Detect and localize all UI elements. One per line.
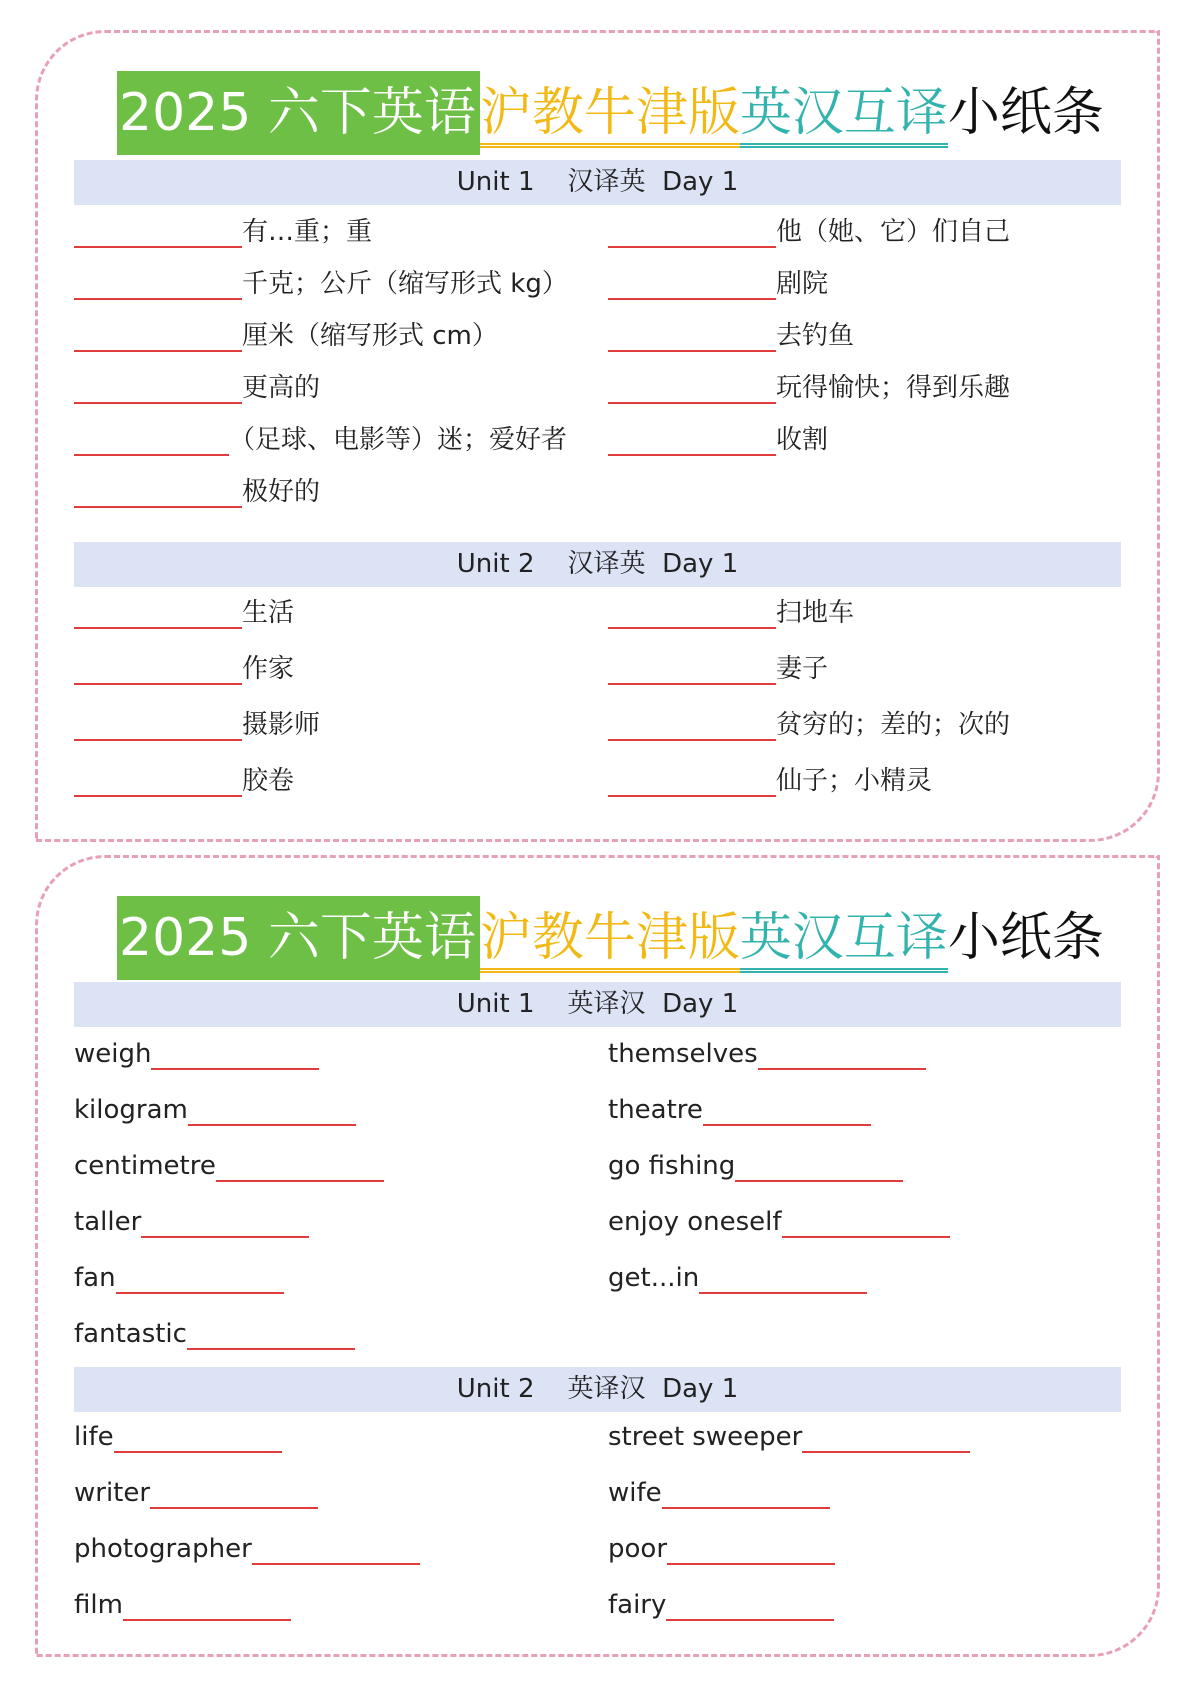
answer-blank[interactable]	[608, 266, 776, 300]
prompt-text: 仙子；小精灵	[776, 766, 933, 796]
prompt-text: 去钓鱼	[776, 321, 855, 351]
title-part-notes: 小纸条	[947, 908, 1104, 968]
title-part-notes: 小纸条	[947, 83, 1104, 143]
prompt-text: 剧院	[776, 269, 829, 299]
list-item	[74, 474, 320, 510]
prompt-text: 胶卷	[242, 766, 295, 796]
answer-blank[interactable]	[116, 1260, 284, 1294]
list-item	[608, 266, 828, 302]
answer-blank[interactable]	[735, 1148, 903, 1182]
list-item	[608, 1092, 871, 1128]
answer-blank[interactable]	[74, 474, 242, 508]
answer-blank[interactable]	[802, 1419, 970, 1453]
title-part-translation: 英汉互译	[740, 908, 948, 973]
list-item	[74, 266, 568, 302]
answer-blank[interactable]	[74, 422, 229, 456]
answer-blank[interactable]	[758, 1036, 926, 1070]
worksheet-title	[117, 71, 1104, 155]
prompt-text: themselves	[608, 1039, 758, 1069]
prompt-text: theatre	[608, 1095, 703, 1125]
answer-blank[interactable]	[608, 763, 776, 797]
title-part-grade: 2025 六下英语	[117, 896, 480, 980]
prompt-text: kilogram	[74, 1095, 188, 1125]
section-header-unit2: Unit 2 汉译英 Day 1	[74, 542, 1121, 587]
answer-blank[interactable]	[608, 318, 776, 352]
prompt-text: weigh	[74, 1039, 152, 1069]
prompt-text: life	[74, 1422, 114, 1452]
list-item	[74, 422, 567, 458]
section-header-unit1: Unit 1 英译汉 Day 1	[74, 982, 1121, 1027]
list-item	[74, 1036, 319, 1072]
prompt-text: taller	[74, 1207, 142, 1237]
title-part-edition: 沪教牛津版	[480, 83, 740, 148]
answer-blank[interactable]	[123, 1587, 291, 1621]
prompt-text: 生活	[242, 598, 295, 628]
answer-blank[interactable]	[666, 1587, 834, 1621]
answer-blank[interactable]	[74, 214, 242, 248]
list-item	[74, 1475, 318, 1511]
answer-blank[interactable]	[74, 266, 242, 300]
list-item	[608, 595, 854, 631]
prompt-text: 有…重；重	[242, 217, 373, 247]
answer-blank[interactable]	[114, 1419, 282, 1453]
answer-blank[interactable]	[74, 595, 242, 629]
prompt-text: 更高的	[242, 373, 321, 403]
prompt-text: get...in	[608, 1263, 700, 1293]
prompt-text: fan	[74, 1263, 116, 1293]
worksheet-card-cn-to-en	[35, 30, 1160, 842]
answer-blank[interactable]	[608, 214, 776, 248]
prompt-text: fantastic	[74, 1319, 187, 1349]
answer-blank[interactable]	[608, 370, 776, 404]
list-item	[608, 214, 1010, 250]
answer-blank[interactable]	[216, 1148, 384, 1182]
answer-blank[interactable]	[187, 1316, 355, 1350]
list-item	[74, 214, 372, 250]
list-item	[74, 1419, 282, 1455]
answer-blank[interactable]	[252, 1531, 420, 1565]
list-item	[74, 1148, 384, 1184]
answer-blank[interactable]	[667, 1531, 835, 1565]
title-part-translation: 英汉互译	[740, 83, 948, 148]
list-item	[74, 318, 498, 354]
list-item	[74, 763, 294, 799]
list-item	[608, 1587, 834, 1623]
answer-blank[interactable]	[151, 1036, 319, 1070]
list-item	[608, 1419, 970, 1455]
prompt-text: wife	[608, 1478, 662, 1508]
list-item	[74, 370, 320, 406]
answer-blank[interactable]	[150, 1475, 318, 1509]
section-header-unit2: Unit 2 英译汉 Day 1	[74, 1367, 1121, 1412]
prompt-text: 千克；公斤（缩写形式 kg）	[242, 269, 568, 299]
list-item	[74, 1204, 309, 1240]
prompt-text: go fishing	[608, 1151, 736, 1181]
prompt-text: 厘米（缩写形式 cm）	[242, 321, 498, 351]
list-item	[74, 707, 320, 743]
worksheet-card-en-to-cn	[35, 855, 1160, 1657]
list-item	[74, 1260, 284, 1296]
prompt-text: centimetre	[74, 1151, 216, 1181]
answer-blank[interactable]	[141, 1204, 309, 1238]
answer-blank[interactable]	[608, 595, 776, 629]
list-item	[74, 1092, 356, 1128]
answer-blank[interactable]	[74, 707, 242, 741]
prompt-text: 妻子	[776, 654, 829, 684]
answer-blank[interactable]	[699, 1260, 867, 1294]
section-header-unit1: Unit 1 汉译英 Day 1	[74, 160, 1121, 205]
answer-blank[interactable]	[608, 707, 776, 741]
prompt-text: 贫穷的；差的；次的	[776, 710, 1011, 740]
list-item	[608, 1260, 867, 1296]
list-item	[608, 370, 1010, 406]
prompt-text: street sweeper	[608, 1422, 803, 1452]
list-item	[608, 1204, 950, 1240]
prompt-text: photographer	[74, 1534, 252, 1564]
prompt-text: 玩得愉快；得到乐趣	[776, 373, 1011, 403]
answer-blank[interactable]	[782, 1204, 950, 1238]
worksheet-title	[117, 896, 1104, 980]
list-item	[74, 595, 294, 631]
list-item	[608, 651, 828, 687]
answer-blank[interactable]	[74, 318, 242, 352]
prompt-text: 摄影师	[242, 710, 321, 740]
answer-blank[interactable]	[74, 763, 242, 797]
prompt-text: 扫地车	[776, 598, 855, 628]
prompt-text: enjoy oneself	[608, 1207, 782, 1237]
prompt-text: poor	[608, 1534, 668, 1564]
title-part-edition: 沪教牛津版	[480, 908, 740, 973]
prompt-text: fairy	[608, 1590, 667, 1620]
prompt-text: writer	[74, 1478, 151, 1508]
prompt-text: film	[74, 1590, 123, 1620]
answer-blank[interactable]	[74, 370, 242, 404]
answer-blank[interactable]	[608, 422, 776, 456]
list-item	[608, 763, 932, 799]
list-item	[608, 422, 828, 458]
answer-blank[interactable]	[188, 1092, 356, 1126]
prompt-text: 极好的	[242, 477, 321, 507]
prompt-text: 收割	[776, 425, 829, 455]
answer-blank[interactable]	[662, 1475, 830, 1509]
prompt-text: （足球、电影等）迷；爱好者	[229, 425, 568, 455]
list-item	[74, 651, 294, 687]
list-item	[608, 1475, 830, 1511]
list-item	[608, 1036, 926, 1072]
answer-blank[interactable]	[74, 651, 242, 685]
prompt-text: 他（她、它）们自己	[776, 217, 1011, 247]
answer-blank[interactable]	[608, 651, 776, 685]
list-item	[74, 1587, 291, 1623]
list-item	[608, 1531, 835, 1567]
prompt-text: 作家	[242, 654, 295, 684]
list-item	[608, 707, 1010, 743]
list-item	[608, 1148, 903, 1184]
title-part-grade: 2025 六下英语	[117, 71, 480, 155]
list-item	[74, 1316, 355, 1352]
list-item	[74, 1531, 420, 1567]
answer-blank[interactable]	[703, 1092, 871, 1126]
list-item	[608, 318, 854, 354]
